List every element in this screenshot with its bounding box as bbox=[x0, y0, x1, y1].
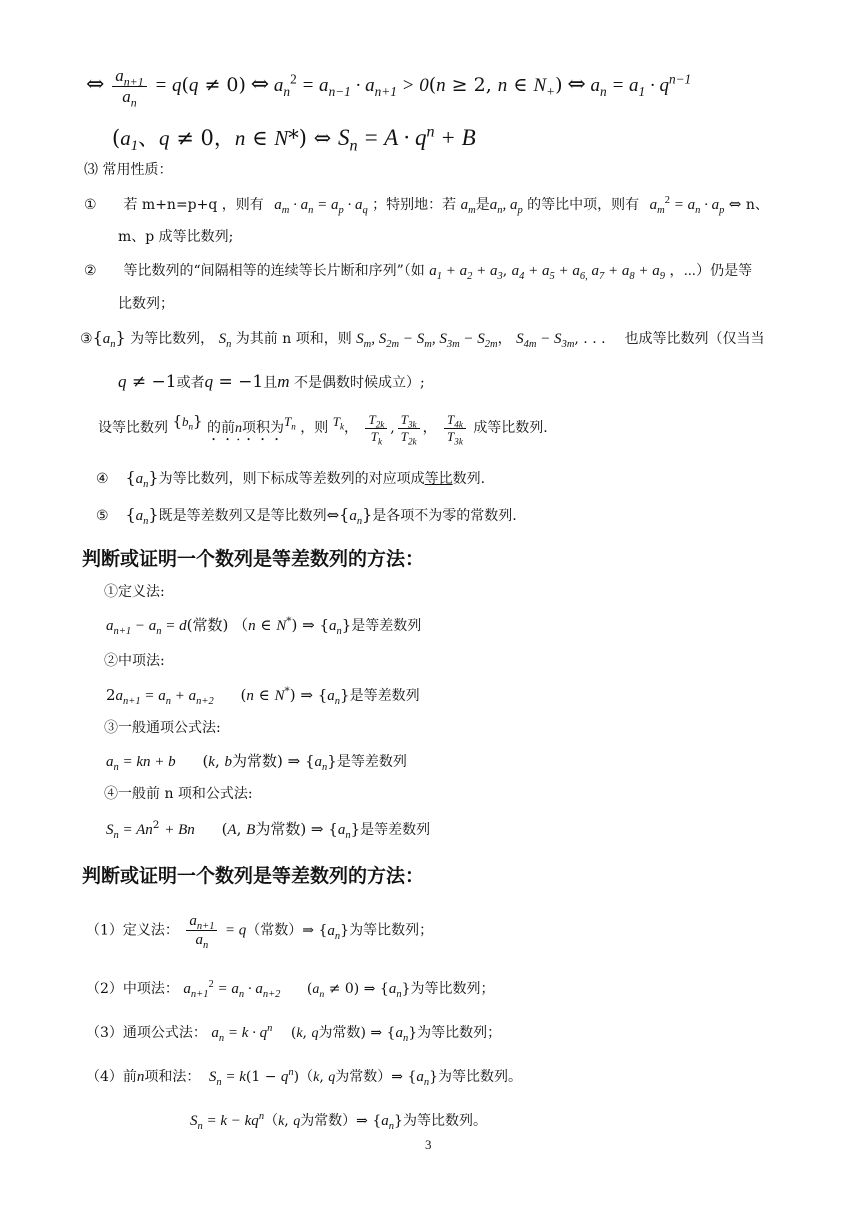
marker-4: ④ bbox=[96, 471, 109, 487]
property-4: ④ $\{a_n\}$为等比数列，则下标成等差数列的对应项成等比数列. bbox=[96, 468, 486, 490]
geo-heading: 判断或证明一个数列是等差数列的方法： bbox=[82, 865, 425, 887]
geo-method-4: （4）前n项和法： $S_n = k(1 - q^n)(k$, q为常数）⇒ $\{a_n\}$为等比数列。 bbox=[86, 1067, 523, 1088]
geo-method-1: （1）定义法： $\frac{a_{n+1}}{a_n}$ = q（常数）⇒ $\{a_n\}$为等比数列； bbox=[86, 913, 434, 951]
property-5: ⑤ $\{a_n\}$既是等差数列又是等比数列$\Leftrightarrow\{a_n\}$是各项不为零的常数列. bbox=[96, 505, 517, 527]
formula-line-1: ⇔ $\frac{a_{n+1}}{a_n}$ = q(q ≠ 0) ⇔ $a_n^2 = a_{n-1} \cdot a_{n+1} > 0(n \ge 2$, n ∈ $N_+$) ⇔ $a_n = a_1 \cdot q^{n-1}$ bbox=[86, 66, 692, 110]
geo-method-2: （2）中项法： $a_{n+1}^2 = a_n \cdot a_{n+2}$ $(a_n \ne 0)$ ⇒ $\{a_n\}$为等比数列； bbox=[86, 979, 495, 1000]
arith-method-4-title: ④一般前 n 项和公式法: bbox=[104, 786, 253, 802]
property-2: ② 等比数列的“间隔相等的连续等长片断和序列”（如 $a_1 + a_2 + a_3$, $a_4 + a_5 + a_{6,}$ $a_7 + a_8 + a_9$ ，⋯）仍是等 bbox=[84, 263, 753, 282]
arith-method-1-title: ①定义法: bbox=[104, 584, 165, 600]
marker-1: ① bbox=[84, 197, 97, 213]
geo-method-4-alt: $S_n = k - kq^n(k$, q为常数）⇒ $\{a_n\}$为等比数列。 bbox=[190, 1111, 487, 1132]
page-number: 3 bbox=[425, 1137, 432, 1152]
property-1-line-2: m、p 成等比数列; bbox=[118, 229, 234, 245]
arith-method-4-formula: $S_n = An^2 + Bn$ (A, B为常数) ⇒ $\{a_n\}$是等差数列 bbox=[106, 819, 431, 841]
marker-3: ③ bbox=[80, 331, 93, 347]
property-3-line-3: 设等比数列 $\{b_n\}$ 的前n项积为$T_n$ ，则 $T_k$， $\frac{T_{2k}}{T_k}$ , $\frac{T_{3k}}{T_{2k}}$ ， $\frac{T_{4k}}{T_{3k}}$ 成等比数列. bbox=[98, 412, 548, 447]
formula-line-2: ($a_1$、q ≠ 0，n ∈ N*) ⇔ $S_n = A \cdot q^n + B$ bbox=[112, 123, 476, 155]
property-3-line-2: q ≠ −1或者q = −1且m 不是偶数时候成立）; bbox=[118, 372, 425, 392]
properties-title: ⑶ 常用性质： bbox=[84, 162, 173, 178]
property-2-line-2: 比数列； bbox=[118, 296, 174, 312]
marker-5: ⑤ bbox=[96, 508, 109, 524]
arith-method-2-formula: $2a_{n+1} = a_n + a_{n+2}$ (n ∈ N*) ⇒ $\{a_n\}$是等差数列 bbox=[106, 685, 420, 707]
arith-method-1-formula: $a_{n+1} - a_n = d$(常数) （n ∈ N*) ⇒ $\{a_n\}$是等差数列 bbox=[106, 615, 422, 637]
arith-method-3-formula: $a_n$ = kn + b (k, b为常数) ⇒ $\{a_n\}$是等差数列 bbox=[106, 752, 407, 773]
property-3: $③\{a_n\}$ 为等比数列， $S_n$ 为其前 n 项和，则 $S_m$, $S_{2m} - S_m$, $S_{3m} - S_{2m}$， $S_{4m} - S_{3m}$, . . . 也成等比数列（仅当当 bbox=[80, 328, 765, 350]
marker-2: ② bbox=[84, 263, 97, 279]
property-1: ① 若 m+n=p+q ，则有 $a_m \cdot a_n = a_p \cdot a_q$ ；特别地：若 $a_m$是$a_n$, $a_p$ 的等比中项，则有 $a_m^2 = a_n \cdot a_p$ ⇔ n、 bbox=[84, 195, 769, 216]
arith-method-3-title: ③一般通项公式法: bbox=[104, 720, 221, 736]
arith-method-2-title: ②中项法: bbox=[104, 653, 165, 669]
geo-method-3: （3）通项公式法： $a_n = k \cdot q^n$ (k, q为常数) ⇒ $\{a_n\}$为等比数列； bbox=[86, 1023, 502, 1044]
arith-heading: 判断或证明一个数列是等差数列的方法： bbox=[82, 548, 425, 570]
